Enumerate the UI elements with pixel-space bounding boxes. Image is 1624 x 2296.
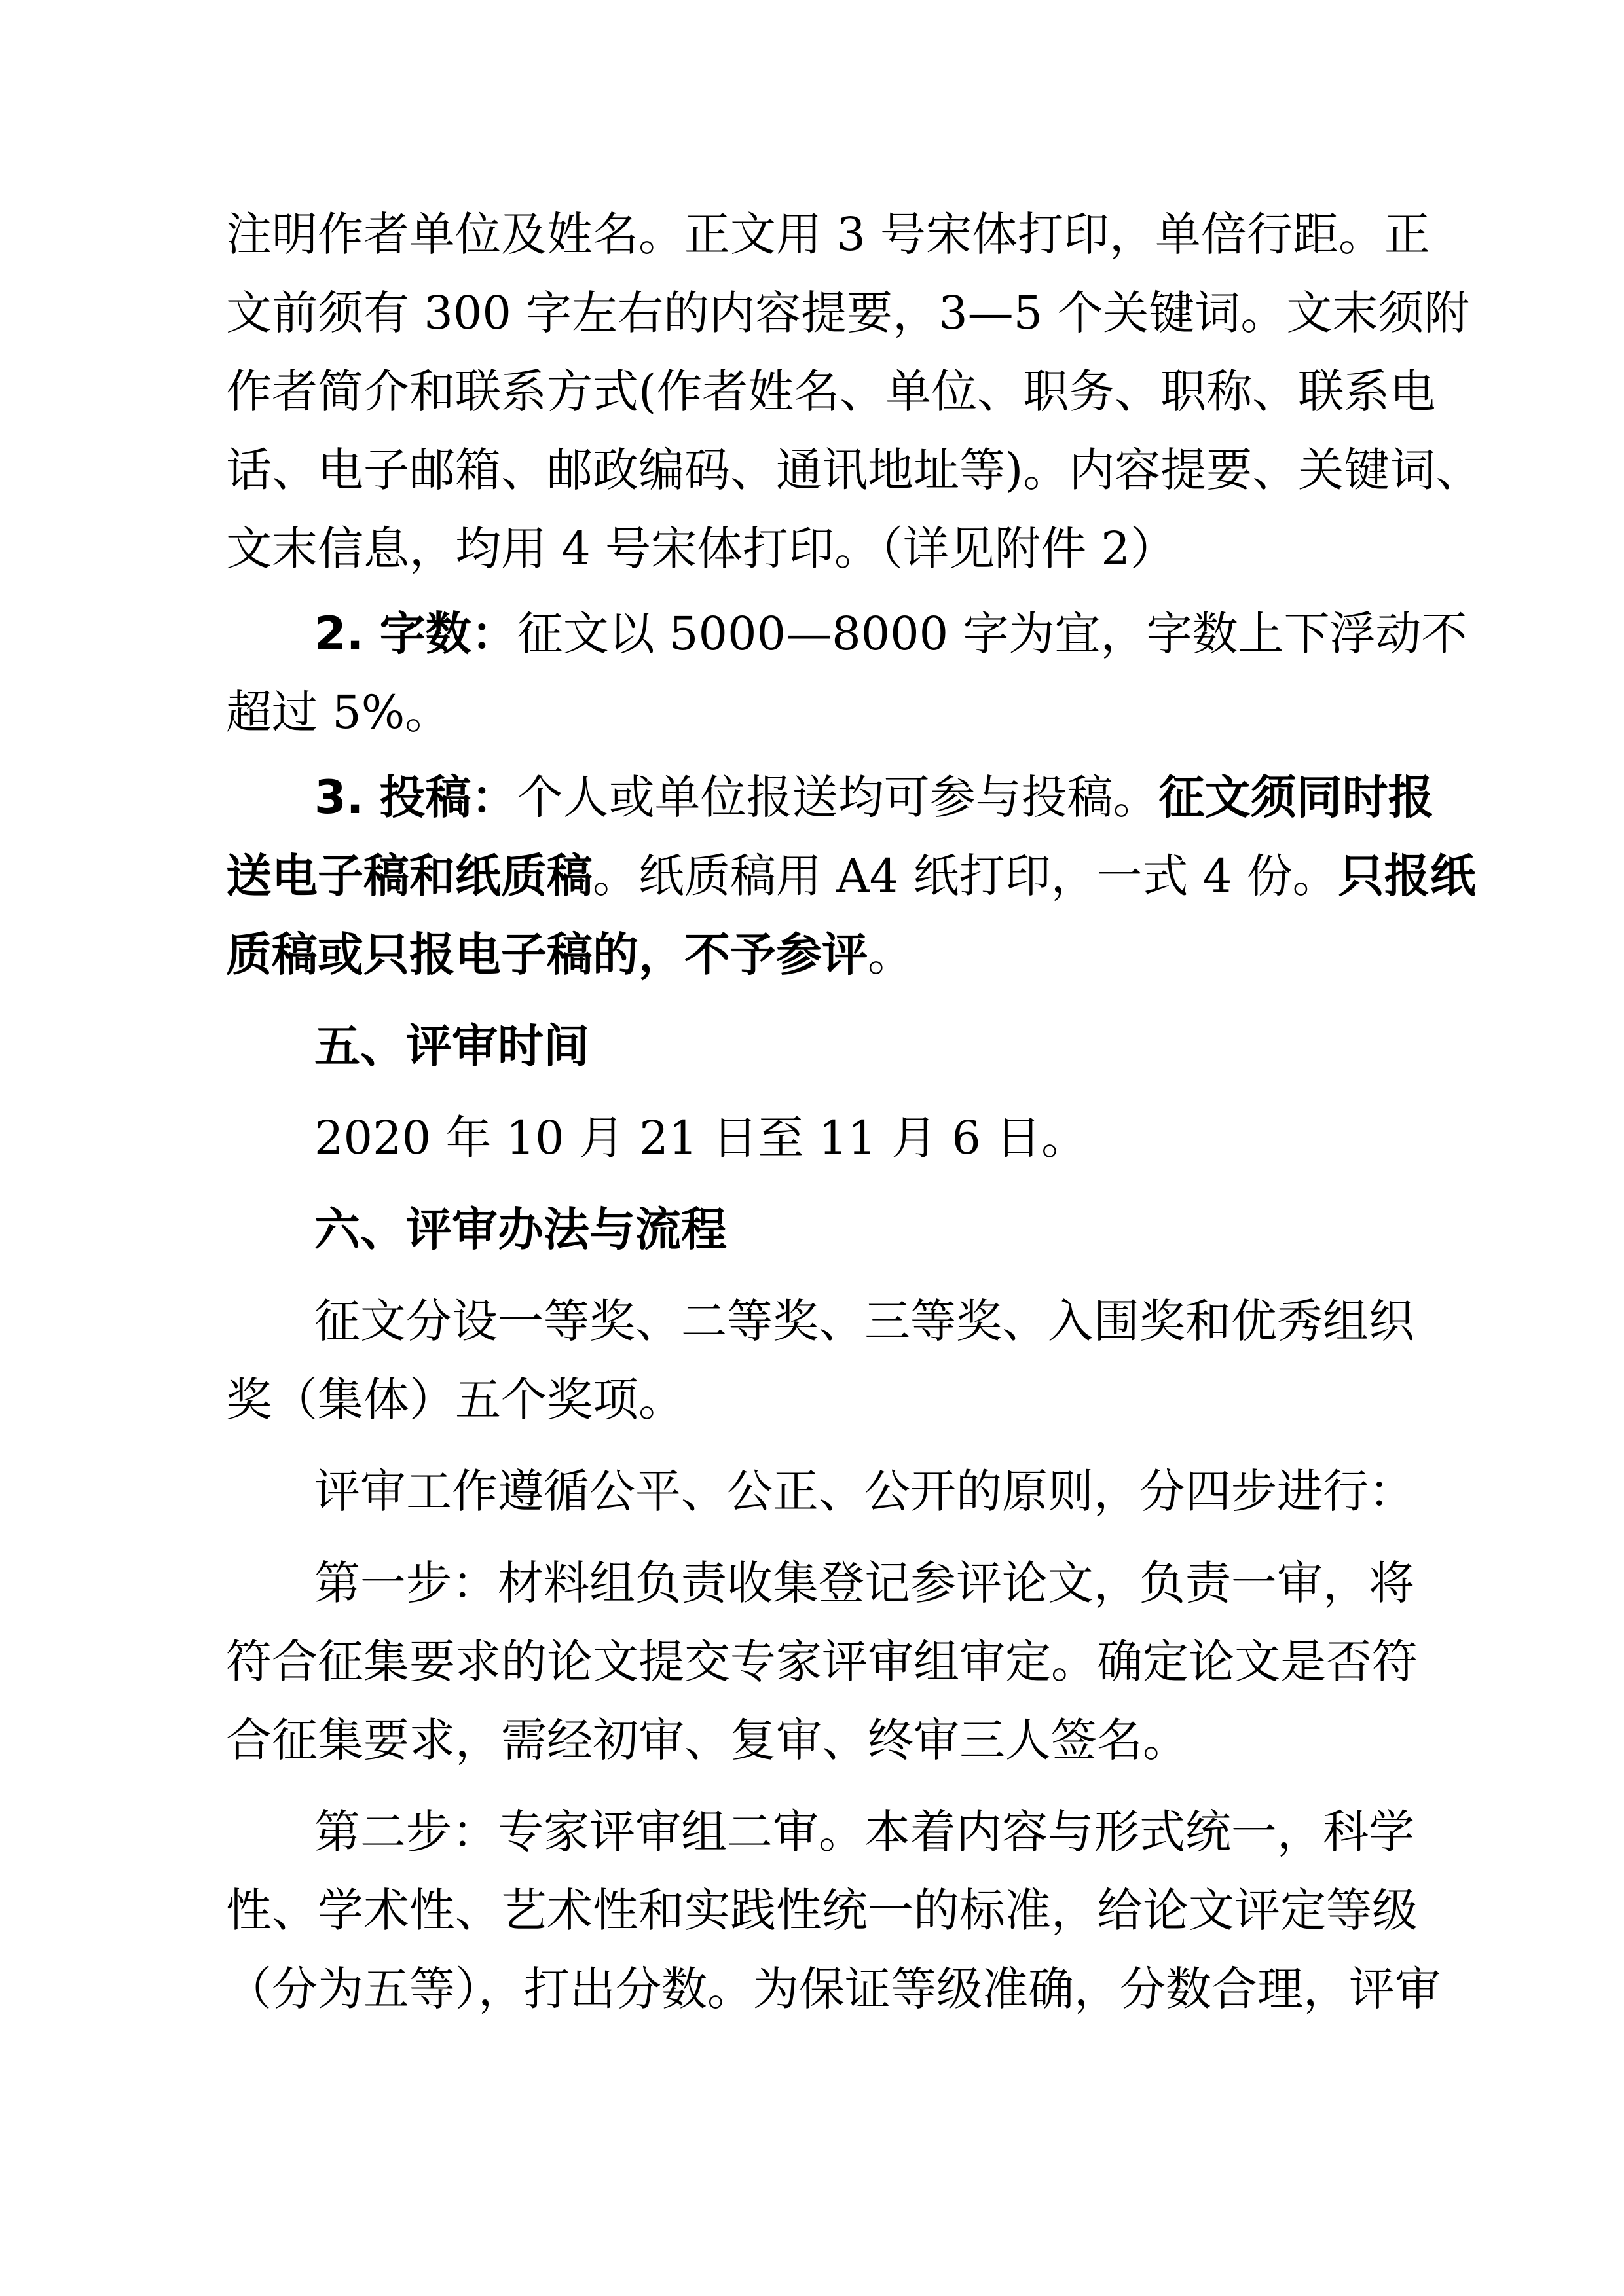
paragraph-line: 合征集要求，需经初审、复审、终审三人签名。 (226, 1713, 1189, 1767)
paragraph-line (226, 840, 1476, 912)
paragraph-line: （分为五等），打出分数。为保证等级准确，分数合理，评审 (226, 1962, 1441, 2016)
paragraph-line: 奖（集体）五个奖项。 (226, 1373, 684, 1427)
item-submission (314, 761, 1434, 833)
paragraph-line: 征文分设一等奖、二等奖、三等奖、入围奖和优秀组织 (314, 1294, 1414, 1348)
paragraph-line: 第一步：材料组负责收集登记参评论文，负责一审，将 (314, 1556, 1414, 1610)
item-emphasis: 只报纸 (1338, 849, 1476, 903)
item-label: 2. 字数： (314, 607, 517, 661)
item-word-count (314, 598, 1467, 670)
item-label: 3. 投稿： (314, 771, 517, 824)
paragraph-line: 2020 年 10 月 21 日至 11 月 6 日。 (314, 1111, 1088, 1165)
paragraph-line: 性、学术性、艺术性和实践性统一的标准，给论文评定等级 (226, 1884, 1418, 1937)
paragraph-line: 文末信息，均用 4 号宋体打印。（详见附件 2） (226, 522, 1176, 575)
item-text: 。纸质稿用 A4 纸打印，一式 4 份。 (593, 849, 1338, 903)
item-text: 个人或单位报送均可参与投稿。 (517, 771, 1159, 824)
item-emphasis: 送电子稿和纸质稿 (226, 849, 593, 903)
item-emphasis: 征文须同时报 (1158, 771, 1434, 824)
section-heading: 五、评审时间 (314, 1019, 589, 1073)
paragraph-line: 超过 5%。 (226, 685, 451, 739)
paragraph-line: 话、电子邮箱、邮政编码、通讯地址等)。内容提要、关键词、 (226, 443, 1482, 497)
paragraph-line: 符合征集要求的论文提交专家评审组审定。确定论文是否符 (226, 1635, 1418, 1688)
item-text: 。 (868, 928, 913, 981)
section-heading: 六、评审办法与流程 (314, 1203, 727, 1256)
item-emphasis: 质稿或只报电子稿的，不予参评 (226, 928, 868, 981)
paragraph-line: 评审工作遵循公平、公正、公开的原则，分四步进行： (314, 1465, 1414, 1518)
paragraph-line: 注明作者单位及姓名。正文用 3 号宋体打印，单倍行距。正 (226, 208, 1431, 261)
paragraph-line: 文前须有 300 字左右的内容提要，3—5 个关键词。文末须附 (226, 286, 1470, 340)
item-text: 征文以 5000—8000 字为宜，字数上下浮动不 (517, 607, 1467, 661)
paragraph-line: 作者简介和联系方式(作者姓名、单位、职务、职称、联系电 (226, 365, 1436, 418)
paragraph-line (226, 919, 1398, 991)
paragraph-line: 第二步：专家评审组二审。本着内容与形式统一，科学 (314, 1805, 1414, 1859)
